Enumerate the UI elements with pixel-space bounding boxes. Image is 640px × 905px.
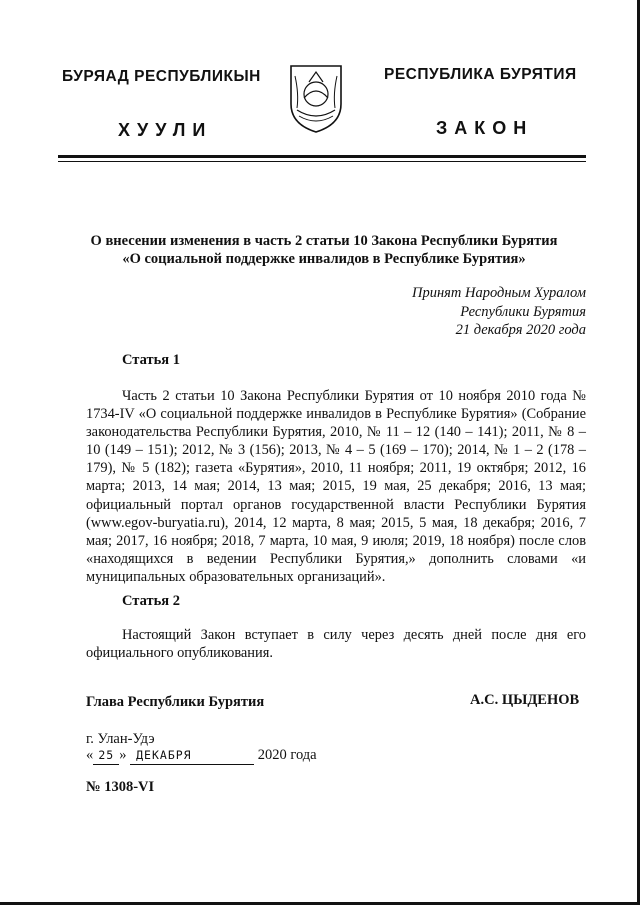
header-right-subtitle: ЗАКОН <box>436 118 534 138</box>
date-day: 25 <box>98 748 115 762</box>
date-month: ДЕКАБРЯ <box>136 748 192 762</box>
article1-heading: Статья 1 <box>122 352 180 368</box>
date-open-quote: « <box>86 747 94 763</box>
date-month-field <box>130 747 254 765</box>
law-title <box>60 232 588 268</box>
signing-date <box>86 747 317 765</box>
signatory-name: А.С. ЦЫДЕНОВ <box>470 692 580 708</box>
law-number: № 1308-VI <box>86 779 155 795</box>
date-year: 2020 года <box>257 747 317 763</box>
header-left-title: БУРЯАД РЕСПУБЛИКЫН <box>62 68 261 85</box>
article2-heading: Статья 2 <box>122 593 180 609</box>
signatory-position: Глава Республики Бурятия <box>86 694 265 710</box>
date-day-field <box>93 747 119 765</box>
coat-of-arms-icon <box>287 64 345 134</box>
adoption-date: 21 декабря 2020 года <box>455 322 586 338</box>
adoption-line1: Принят Народным Хуралом <box>411 285 586 301</box>
law-title-line2: «О социальной поддержке инвалидов в Республике Бурятия» <box>122 251 526 267</box>
header-rule-thin <box>58 161 586 162</box>
article1-text: Часть 2 статьи 10 Закона Республики Бурятия от 10 ноября 2010 года № 1734-IV «О социальной поддержке инвалидов в Республике Бурятия» (Собрание законодательства Республики Бурятия, 2010, № 11 – 12 (140 – 141); 2011, № 8 – 10 (149 – 151); 2012, № 3 (156); 2013, № 4 – 5 (169 – 170); 2014, № 1 – 2 (178 – 179), № 5 (182); газета «Бурятия», 2010, 11 ноября; 2011, 19 октября; 2012, 16 марта; 2013, 14 мая; 2014, 13 мая; 2015, 19 мая, 25 декабря; 2016, 13 мая; официальный портал органов государственной власти Республики Бурятия (www.egov-buryatia.ru), 2014, 12 марта, 8 мая; 2015, 5 мая, 18 декабря; 2016, 7 мая; 2017, 16 ноября; 2018, 7 марта, 10 мая, 9 июля; 2019, 18 ноября) после слов «находящихся в ведении Республики Бурятия,» дополнить словами «и муниципальных образовательных организаций». <box>86 388 586 585</box>
city: г. Улан-Удэ <box>86 731 155 747</box>
header-right-title: РЕСПУБЛИКА БУРЯТИЯ <box>384 66 577 83</box>
adoption-line2: Республики Бурятия <box>460 303 586 320</box>
law-title-line1: О внесении изменения в часть 2 статьи 10 Закона Республики Бурятия <box>90 233 558 249</box>
article2-text: Настоящий Закон вступает в силу через десять дней после дня его официального опубликования. <box>86 627 586 662</box>
adoption-note <box>360 284 586 340</box>
header-left-subtitle: ХУУЛИ <box>118 120 213 140</box>
date-close-quote: » <box>119 747 127 763</box>
header-rule-thick <box>58 155 586 158</box>
